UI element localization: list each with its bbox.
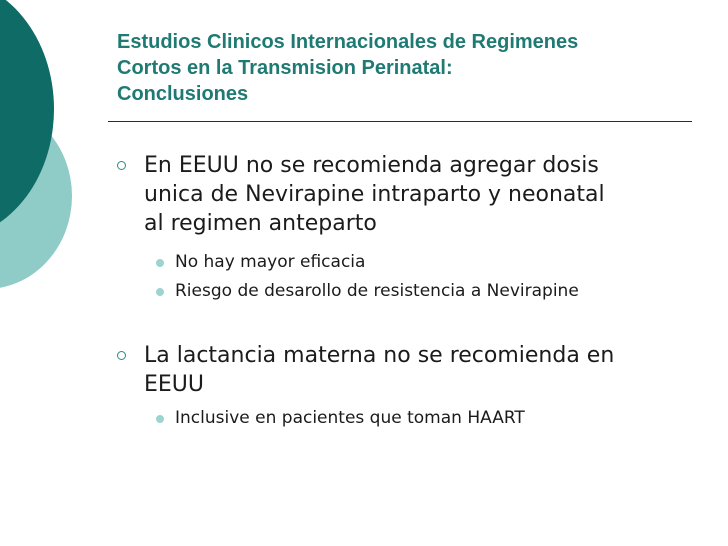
hollow-circle-bullet-icon — [117, 351, 126, 360]
slide-title — [117, 29, 697, 107]
sub-bullet-text: No hay mayor eficacia — [175, 252, 366, 272]
title-line: Estudios Clinicos Internacionales de Regimenes — [117, 31, 579, 53]
bullet-text — [144, 341, 704, 399]
bullet-text-line: En EEUU no se recomienda agregar dosis — [144, 153, 599, 178]
bullet-text — [144, 151, 704, 238]
sub-bullet-text: Inclusive en pacientes que toman HAART — [175, 408, 525, 428]
bullet-text-line: unica de Nevirapine intraparto y neonatal — [144, 182, 605, 207]
title-divider — [108, 121, 692, 122]
title-line: Cortos en la Transmision Perinatal: — [117, 57, 453, 79]
bullet-text-line: EEUU — [144, 372, 205, 397]
hollow-circle-bullet-icon — [117, 161, 126, 170]
filled-circle-bullet-icon — [156, 259, 164, 267]
bullet-text-line: al regimen anteparto — [144, 211, 377, 236]
sub-bullet-text: Riesgo de desarollo de resistencia a Nevirapine — [175, 281, 579, 301]
bullet-text-line: La lactancia materna no se recomienda en — [144, 343, 615, 368]
decorative-circles — [0, 0, 80, 300]
title-line: Conclusiones — [117, 83, 249, 105]
filled-circle-bullet-icon — [156, 288, 164, 296]
filled-circle-bullet-icon — [156, 415, 164, 423]
